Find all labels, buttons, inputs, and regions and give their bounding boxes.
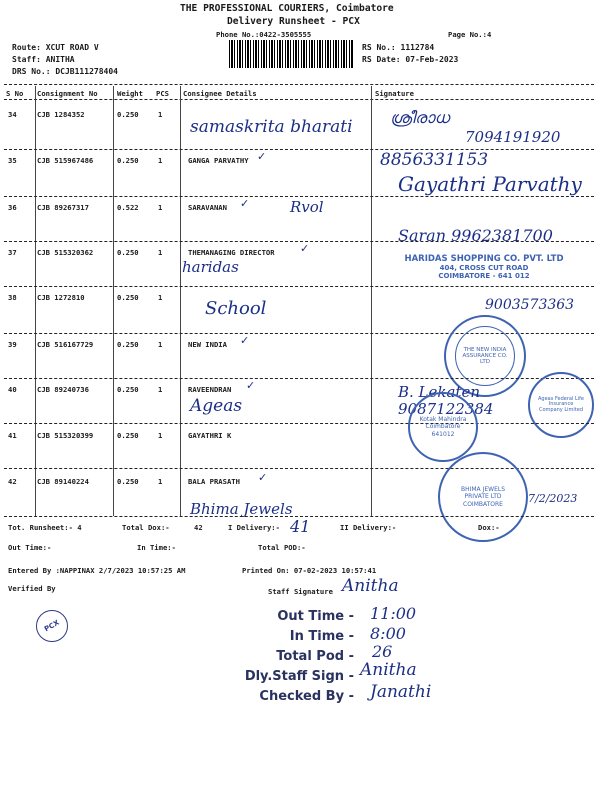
row-consignment: CJB 89240736 — [37, 385, 89, 394]
dox-label: Dox:- — [478, 523, 500, 532]
col-weight: Weight — [117, 89, 143, 98]
ii-delivery-label: II Delivery:- — [340, 523, 397, 532]
kotak-stamp-text — [418, 416, 468, 438]
handwritten-name: haridas — [182, 258, 239, 276]
summary-total-pod-value: 26 — [372, 642, 393, 661]
col-signature: Signature — [375, 89, 414, 98]
table-top-rule — [4, 84, 594, 85]
row-sno: 42 — [8, 477, 17, 486]
bhima-stamp-text — [448, 486, 518, 508]
check-mark-icon: ✓ — [246, 379, 256, 392]
row-pcs: 1 — [158, 477, 163, 486]
row-weight: 0.522 — [117, 203, 139, 212]
barcode — [229, 40, 353, 68]
pcx-stamp — [36, 610, 68, 642]
handwritten-phone: 8856331153 — [380, 150, 489, 170]
stamp-company-name: HARIDAS SHOPPING CO. PVT. LTD — [404, 254, 564, 264]
stamp-text: Ageas Federal Life Insurance Company Limited — [538, 395, 584, 413]
row-sno: 34 — [8, 110, 17, 119]
row-sno: 37 — [8, 248, 17, 257]
staff-signature-label: Staff Signature — [268, 587, 333, 596]
col-divider — [371, 86, 372, 516]
col-consignee: Consignee Details — [183, 89, 257, 98]
drs-number: DRS No.: DCJB111278404 — [12, 67, 118, 76]
out-time-label: Out Time:- — [8, 543, 52, 552]
col-pcs: PCS — [156, 89, 169, 98]
row-consignee: SARAVANAN — [188, 203, 227, 212]
row-consignee: GANGA PARVATHY — [188, 156, 249, 165]
row-pcs: 1 — [158, 110, 163, 119]
stamp-city: COIMBATORE — [463, 500, 503, 508]
staff-signature-hand: Anitha — [342, 576, 399, 596]
handwritten-name: Ageas — [190, 396, 243, 416]
summary-in-time-value: 8:00 — [370, 624, 406, 643]
row-weight: 0.250 — [117, 340, 139, 349]
row-pcs: 1 — [158, 203, 163, 212]
col-sno: S No — [6, 89, 24, 98]
handwritten-signature: ശ്രീരാധ — [390, 108, 450, 127]
row-pcs: 1 — [158, 431, 163, 440]
summary-out-time-value: 11:00 — [370, 604, 417, 623]
col-divider — [113, 86, 114, 516]
check-mark-icon: ✓ — [258, 471, 268, 484]
row-sno: 38 — [8, 293, 17, 302]
row-weight: 0.250 — [117, 477, 139, 486]
stamp-address: 404, CROSS CUT ROAD — [439, 264, 529, 272]
route: Route: XCUT ROAD V — [12, 43, 99, 52]
handwritten-phone: 9003573363 — [485, 297, 575, 313]
row-consignment: CJB 516167729 — [37, 340, 94, 349]
row-consignee: GAYATHRI K — [188, 431, 232, 440]
row-consignee: BALA PRASATH — [188, 477, 240, 486]
row-sno: 35 — [8, 156, 17, 165]
runsheet-title: Delivery Runsheet - PCX — [227, 16, 360, 27]
summary-checked-by-value: Janathi — [370, 682, 432, 702]
row-consignment: CJB 89267317 — [37, 203, 89, 212]
stamp-city: Coimbatore 641012 — [425, 423, 461, 438]
row-consignment: CJB 515320399 — [37, 431, 94, 440]
handwritten-name: Rvol — [290, 198, 324, 216]
stamp-text: BHIMA JEWELS PRIVATE LTD — [460, 486, 506, 501]
pcx-stamp-text: PCX — [43, 618, 61, 634]
in-time-label: In Time:- — [137, 543, 176, 552]
entered-by: Entered By :NAPPINAX 2/7/2023 10:57:25 AM — [8, 566, 186, 575]
handwritten-signature: Saran 9962381700 — [398, 226, 553, 245]
row-sno: 39 — [8, 340, 17, 349]
staff-name: Staff: ANITHA — [12, 55, 75, 64]
summary-in-time-label: In Time - — [289, 629, 354, 644]
check-mark-icon: ✓ — [240, 334, 250, 347]
row-weight: 0.250 — [117, 385, 139, 394]
handwritten-name: samaskrita bharati — [190, 117, 353, 137]
phone-number: Phone No.:0422-3505555 — [216, 30, 312, 39]
row-pcs: 1 — [158, 340, 163, 349]
row-rule — [4, 286, 594, 287]
stamp-city: COIMBATORE - 641 012 — [438, 272, 530, 280]
summary-out-time-label: Out Time - — [277, 609, 354, 624]
handwritten-signature: Gayathri Parvathy — [398, 172, 582, 196]
kotak-stamp — [408, 392, 478, 462]
row-consignee: THEMANAGING DIRECTOR — [188, 248, 275, 257]
handwritten-phone: 7094191920 — [465, 128, 561, 146]
printed-on: Printed On: 07-02-2023 10:57:41 — [242, 566, 377, 575]
handwritten-signature: B. Lekaten 9087122384 — [398, 383, 494, 418]
company-stamp — [374, 254, 594, 280]
stamp-text: THE NEW INDIA ASSURANCE CO. LTD — [462, 346, 508, 366]
row-consignment: CJB 515320362 — [37, 248, 94, 257]
row-sno: 36 — [8, 203, 17, 212]
row-pcs: 1 — [158, 248, 163, 257]
row-sno: 41 — [8, 431, 17, 440]
rs-number: RS No.: 1112784 — [362, 43, 435, 52]
verified-by: Verified By — [8, 584, 56, 593]
col-divider — [180, 86, 181, 516]
row-rule — [4, 423, 594, 424]
table-header-rule — [4, 99, 594, 100]
summary-dly-staff-value: Anitha — [360, 660, 417, 680]
company-title: THE PROFESSIONAL COURIERS, Coimbatore — [180, 3, 394, 14]
row-rule — [4, 196, 594, 197]
row-weight: 0.250 — [117, 293, 139, 302]
row-weight: 0.250 — [117, 110, 139, 119]
row-rule — [4, 149, 594, 150]
i-delivery-label: I Delivery:- — [228, 523, 280, 532]
ageas-stamp — [528, 372, 594, 438]
row-consignee: RAVEENDRAN — [188, 385, 232, 394]
newindia-stamp-ring — [455, 326, 515, 386]
total-pod-label: Total POD:- — [258, 543, 306, 552]
i-delivery-hand: 41 — [290, 517, 311, 536]
row-consignee: NEW INDIA — [188, 340, 227, 349]
summary-checked-by-label: Checked By - — [259, 689, 354, 704]
row-consignment: CJB 89140224 — [37, 477, 89, 486]
page-number: Page No.:4 — [448, 30, 492, 39]
handwritten-name: School — [205, 298, 267, 319]
row-pcs: 1 — [158, 385, 163, 394]
row-pcs: 1 — [158, 156, 163, 165]
row-weight: 0.250 — [117, 431, 139, 440]
row-rule — [4, 378, 594, 379]
row-weight: 0.250 — [117, 156, 139, 165]
col-consignment: Consignment No — [37, 89, 98, 98]
handwritten-date: 7/2/2023 — [528, 492, 578, 505]
summary-total-pod-label: Total Pod - — [276, 649, 354, 664]
col-divider — [35, 86, 36, 516]
total-dox-value: 42 — [194, 523, 203, 532]
row-consignment: CJB 515967486 — [37, 156, 94, 165]
row-weight: 0.250 — [117, 248, 139, 257]
summary-dly-staff-label: Dly.Staff Sign - — [244, 669, 354, 684]
total-dox-label: Total Dox:- — [122, 523, 170, 532]
tot-runsheet: Tot. Runsheet:- 4 — [8, 523, 82, 532]
row-consignment: CJB 1284352 — [37, 110, 85, 119]
rs-date: RS Date: 07-Feb-2023 — [362, 55, 459, 64]
check-mark-icon: ✓ — [240, 197, 250, 210]
handwritten-name: Bhima Jewels — [190, 500, 293, 518]
row-rule — [4, 241, 594, 242]
check-mark-icon: ✓ — [257, 150, 267, 163]
row-consignment: CJB 1272810 — [37, 293, 85, 302]
check-mark-icon: ✓ — [300, 242, 310, 255]
row-sno: 40 — [8, 385, 17, 394]
stamp-text: Kotak Mahindra — [419, 416, 467, 424]
row-pcs: 1 — [158, 293, 163, 302]
